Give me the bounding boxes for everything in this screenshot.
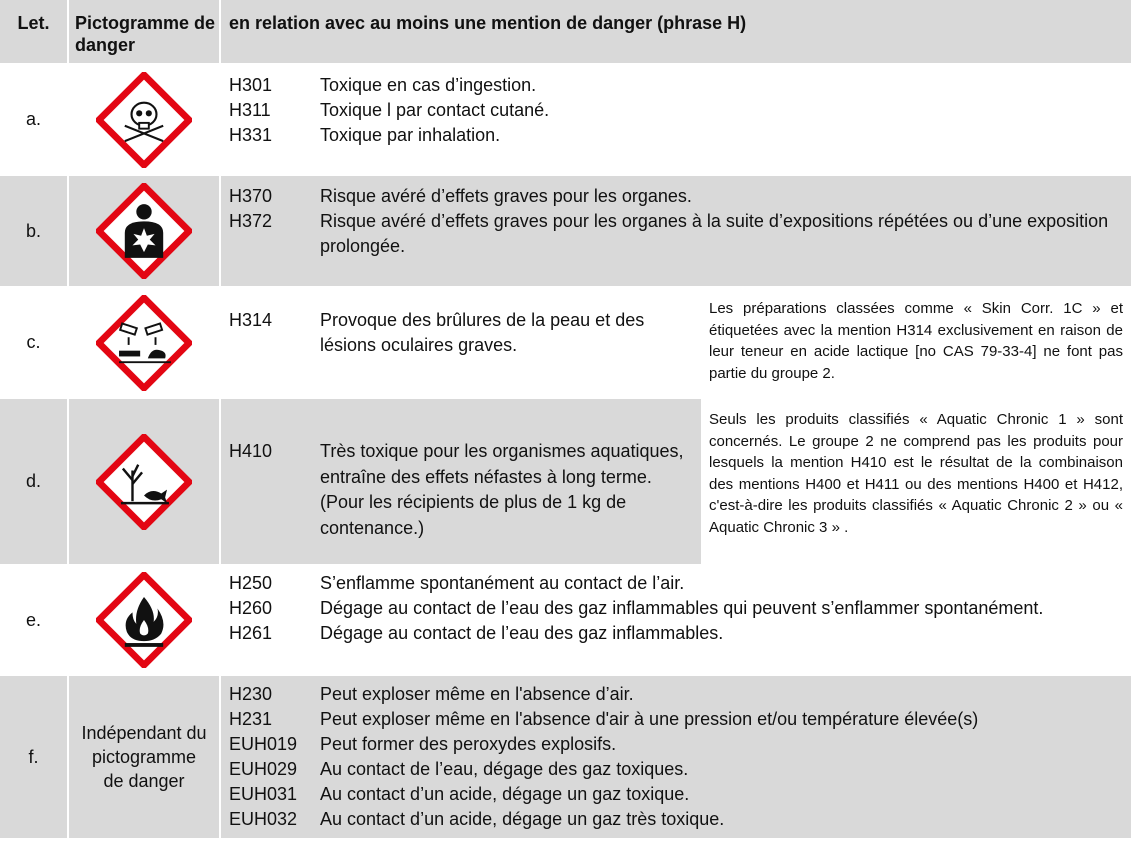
row-letter: f. [0,675,68,839]
corrosion-icon [96,295,192,391]
header-row [0,0,1131,64]
hazard-statement: H260 Dégage au contact de l’eau des gaz inflammables qui peuvent s’enflammer spontanément. [229,598,1044,618]
hazard-statement: H370 Risque avéré d’effets graves pour les organes. [229,186,692,206]
header-let: Let. [0,0,68,64]
hazard-statement: EUH029 Au contact de l’eau, dégage des gaz toxiques. [229,759,689,779]
pictogram-cell [68,175,220,287]
mentions-cell [220,398,700,565]
hazard-statement: H301 Toxique en cas d’ingestion. [229,75,537,95]
mentions-cell [220,64,1131,175]
hazard-statement: H314 Provoque des brûlures de la peau et des lésions oculaires graves. [229,310,645,355]
row-letter: e. [0,565,68,675]
pictogram-cell [68,287,220,398]
hazard-statement: H230 Peut exploser même en l'absence d’air. [229,684,634,704]
table-row [0,565,1131,675]
table-row [0,287,1131,398]
hazard-statement: EUH031 Au contact d’un acide, dégage un gaz toxique. [229,784,690,804]
table-row [0,398,1131,565]
pictogram-cell [68,398,220,565]
table-row [0,64,1131,175]
table-row [0,675,1131,839]
flame-icon [96,572,192,668]
row-letter: a. [0,64,68,175]
mentions-cell [220,675,1131,839]
table-row [0,175,1131,287]
row-note: Les préparations classées comme « Skin Corr. 1C » et étiquetées avec la mention H314 exclusivement en raison de leur teneur en acide lactique [no CAS 79-33-4] ne font pas partie du groupe 2. [700,287,1131,398]
hazard-statement: H372 Risque avéré d’effets graves pour les organes à la suite d’expositions répétées ou d’une exposition prolongée. [229,211,1109,256]
row-note: Seuls les produits classifiés « Aquatic Chronic 1 » sont concernés. Le groupe 2 ne comprend pas les produits pour lesquels la mention H410 est le résultat de la combinaison des mentions H400 et H411 ou des mentions H400 et H412, c'est-à-dire les produits classifiés « Aquatic Chronic 2 » ou « Aquatic Chronic 3 » . [700,398,1131,565]
header-pictogram: Pictogramme de danger [68,0,220,64]
environment-icon [96,434,192,530]
mentions-cell [220,287,700,398]
skull-crossbones-icon [96,72,192,168]
hazard-statement: EUH019 Peut former des peroxydes explosifs. [229,734,617,754]
mentions-cell [220,175,1131,287]
pictogram-cell [68,64,220,175]
hazard-statement: EUH032 Au contact d’un acide, dégage un gaz très toxique. [229,809,725,829]
row-letter: d. [0,398,68,565]
pictogram-note: Indépendant du pictogramme de danger [81,723,207,791]
hazard-statement: H231 Peut exploser même en l'absence d'air à une pression et/ou température élevée(s) [229,709,979,729]
health-hazard-icon [96,183,192,279]
row-letter: c. [0,287,68,398]
row-letter: b. [0,175,68,287]
hazard-statement: H311 Toxique l par contact cutané. [229,100,550,120]
hazard-statement: H410 Très toxique pour les organismes aquatiques, entraîne des effets néfastes à long terme. (Pour les récipients de plus de 1 kg de contenance.) [229,441,684,538]
pictogram-cell [68,675,220,839]
mentions-cell [220,565,1131,675]
header-mention: en relation avec au moins une mention de danger (phrase H) [220,0,1131,64]
hazard-statement: H261 Dégage au contact de l’eau des gaz inflammables. [229,623,724,643]
pictogram-cell [68,565,220,675]
hazard-statement: H250 S’enflamme spontanément au contact de l’air. [229,573,685,593]
hazard-statement: H331 Toxique par inhalation. [229,125,501,145]
